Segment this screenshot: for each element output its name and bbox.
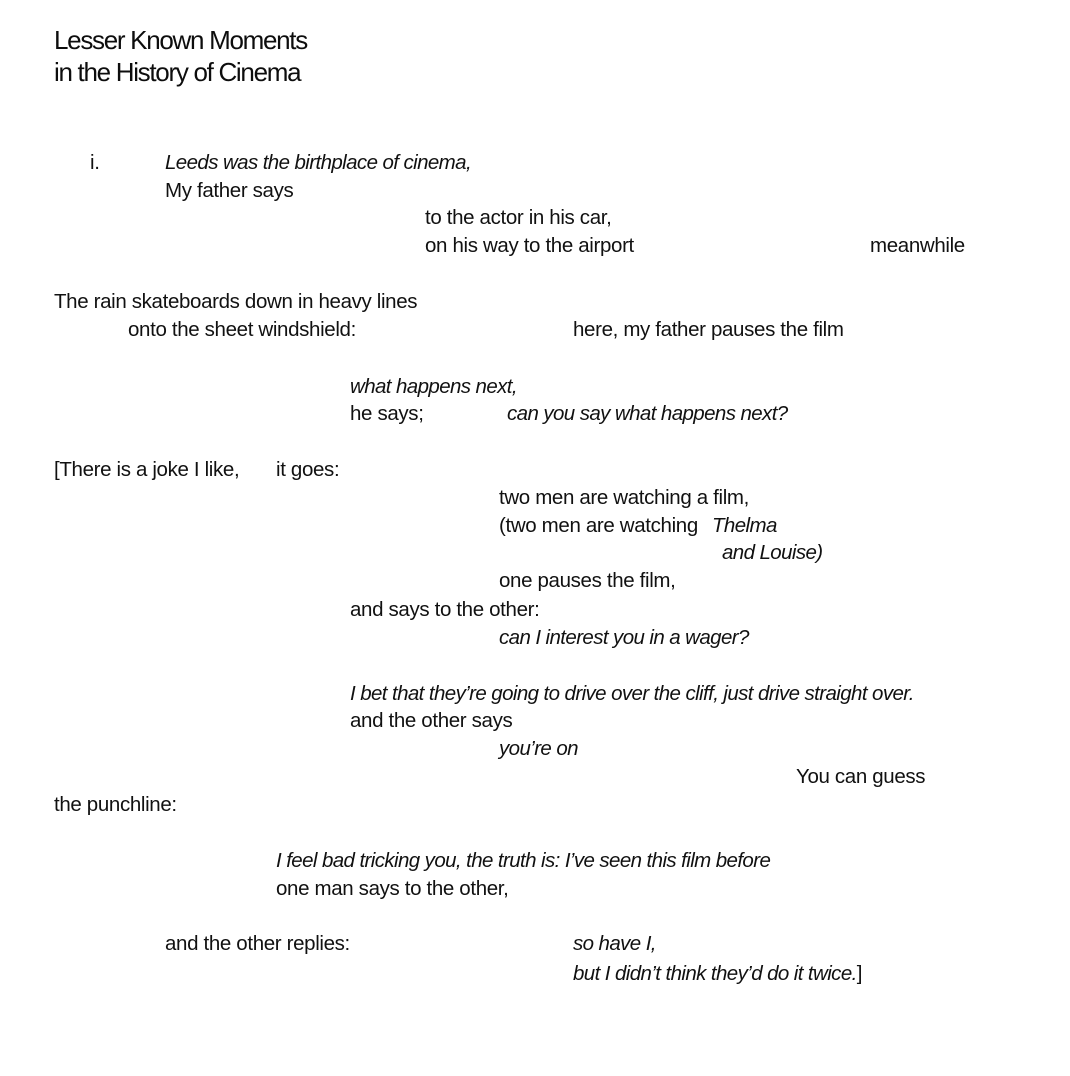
poem-line: can you say what happens next? [507, 402, 788, 425]
poem-line: I feel bad tricking you, the truth is: I’ve seen this film before [276, 849, 771, 872]
poem-line: two men are watching a film, [499, 486, 749, 509]
poem-line-final [573, 961, 862, 987]
poem-line: and Louise) [722, 541, 823, 564]
section-numeral: i. [90, 151, 100, 174]
poem-line: here, my father pauses the film [573, 318, 844, 341]
poem-line: you’re on [499, 737, 578, 760]
poem-line: so have I, [573, 932, 656, 955]
poem-line: and says to the other: [350, 598, 540, 621]
poem-line: he says; [350, 402, 424, 425]
poem-line: You can guess [796, 765, 926, 788]
poem-line: what happens next, [350, 375, 517, 398]
poem-line: (two men are watching [499, 514, 698, 537]
poem-line: [There is a joke I like, [54, 458, 240, 481]
poem-line: and the other replies: [165, 932, 350, 955]
poem-line-final-text: but I didn’t think they’d do it twice. [573, 962, 857, 985]
poem-line: it goes: [276, 458, 340, 481]
poem-line: and the other says [350, 709, 513, 732]
poem-line: Thelma [712, 514, 777, 537]
poem-line: one pauses the film, [499, 569, 676, 592]
poem-line: My father says [165, 179, 294, 202]
poem-line: one man says to the other, [276, 877, 509, 900]
poem-line: I bet that they’re going to drive over the cliff, just drive straight over. [350, 682, 914, 705]
poem-line: onto the sheet windshield: [128, 318, 356, 341]
poem-title [54, 24, 307, 88]
poem-line: to the actor in his car, [425, 206, 612, 229]
poem-line: meanwhile [870, 234, 965, 257]
poem-line: can I interest you in a wager? [499, 626, 749, 649]
poem-line: the punchline: [54, 793, 177, 816]
closing-bracket: ] [856, 962, 863, 985]
poem-line: on his way to the airport [425, 234, 634, 257]
poem-title-line-2: in the History of Cinema [54, 57, 301, 87]
poem-line: The rain skateboards down in heavy lines [54, 290, 418, 313]
poem-title-line-1: Lesser Known Moments [54, 25, 307, 55]
poem-line: Leeds was the birthplace of cinema, [165, 151, 472, 174]
